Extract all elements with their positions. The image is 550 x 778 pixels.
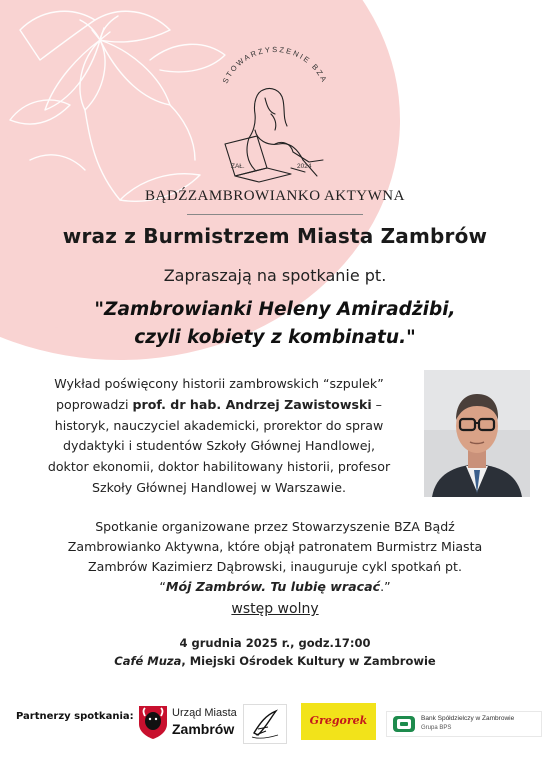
partner-gregorek bbox=[301, 703, 376, 740]
lecture-line-5: doktor ekonomii, doktor habilitowany historii, profesor bbox=[47, 459, 391, 475]
event-title-line-2: czyli kobiety z kombinatu." bbox=[134, 327, 416, 348]
partner-signature-logo bbox=[243, 704, 287, 744]
lecture-line-4: dydaktyki i studentów Szkoły Głównej Handlowej, bbox=[63, 438, 375, 454]
event-title bbox=[0, 296, 550, 352]
woman-with-laptop-icon bbox=[205, 40, 345, 188]
lecture-line-2-pre: poprowadzi bbox=[56, 396, 133, 412]
lecture-line-3: historyk, nauczyciel akademicki, prorektor do spraw bbox=[54, 417, 384, 433]
bank-group: Grupa BPS bbox=[421, 725, 452, 731]
lecture-line-6: Szkoły Głównej Handlowej w Warszawie. bbox=[92, 479, 346, 495]
gregorek-logo-text: Gregorek bbox=[309, 714, 368, 727]
lecture-description bbox=[20, 374, 418, 499]
event-venue bbox=[0, 654, 550, 668]
organizer-line-4 bbox=[0, 577, 550, 597]
organizer-line-2: Zambrowianko Aktywna, które objął patronatem Burmistrz Miasta bbox=[67, 539, 483, 554]
speaker-photo bbox=[424, 370, 530, 497]
partner-urzad-miasta bbox=[137, 704, 237, 740]
urzad-line-1: Urząd Miasta bbox=[172, 707, 237, 719]
partners-label: Partnerzy spotkania: bbox=[16, 711, 134, 722]
bison-crest-icon bbox=[137, 704, 169, 740]
headline: wraz z Burmistrzem Miasta Zambrów bbox=[62, 224, 488, 248]
logo-founded-label: ZAŁ. bbox=[231, 163, 245, 170]
lecture-line-2-post: – bbox=[371, 396, 382, 412]
logo-arc-text: STOWARZYSZENIE BZA bbox=[220, 44, 330, 85]
venue-location: , Miejski Ośrodek Kultury w Zambrowie bbox=[181, 654, 436, 668]
bank-bps-logo-icon bbox=[392, 715, 416, 733]
lecture-line-2 bbox=[20, 395, 418, 416]
free-entry-label: wstęp wolny bbox=[231, 601, 319, 617]
brand-underline bbox=[187, 214, 363, 215]
logo-year: 2024 bbox=[297, 163, 312, 170]
urzad-line-2: Zambrów bbox=[172, 721, 235, 737]
organizer-text bbox=[0, 517, 550, 597]
organizer-line-1: Spotkanie organizowane przez Stowarzyszenie BZA Bądź bbox=[95, 519, 455, 534]
event-date: 4 grudnia 2025 r., godz.17:00 bbox=[179, 636, 371, 650]
bank-name: Bank Spółdzielczy w Zambrowie bbox=[421, 715, 515, 722]
event-title-line-1: "Zambrowianki Heleny Amiradżibi, bbox=[94, 299, 456, 320]
venue-name: Café Muza bbox=[114, 654, 182, 668]
organizer-line-3: Zambrów Kazimierz Dąbrowski, inauguruje cykl spotkań pt. bbox=[87, 559, 462, 574]
series-quote-close: .” bbox=[380, 579, 391, 594]
series-name: Mój Zambrów. Tu lubię wracać bbox=[165, 579, 381, 594]
brand-name: BĄDŹZAMBROWIANKO AKTYWNA bbox=[145, 188, 405, 204]
speaker-name: prof. dr hab. Andrzej Zawistowski bbox=[132, 396, 372, 412]
lecture-line-1: Wykład poświęcony historii zambrowskich “szpulek” bbox=[54, 376, 384, 391]
quill-signature-icon bbox=[244, 705, 286, 743]
svg-text:STOWARZYSZENIE BZA bbox=[221, 45, 330, 85]
partner-bank bbox=[386, 711, 542, 737]
series-quote-open: “ bbox=[159, 579, 166, 594]
invite-text: Zapraszają na spotkanie pt. bbox=[163, 266, 387, 285]
